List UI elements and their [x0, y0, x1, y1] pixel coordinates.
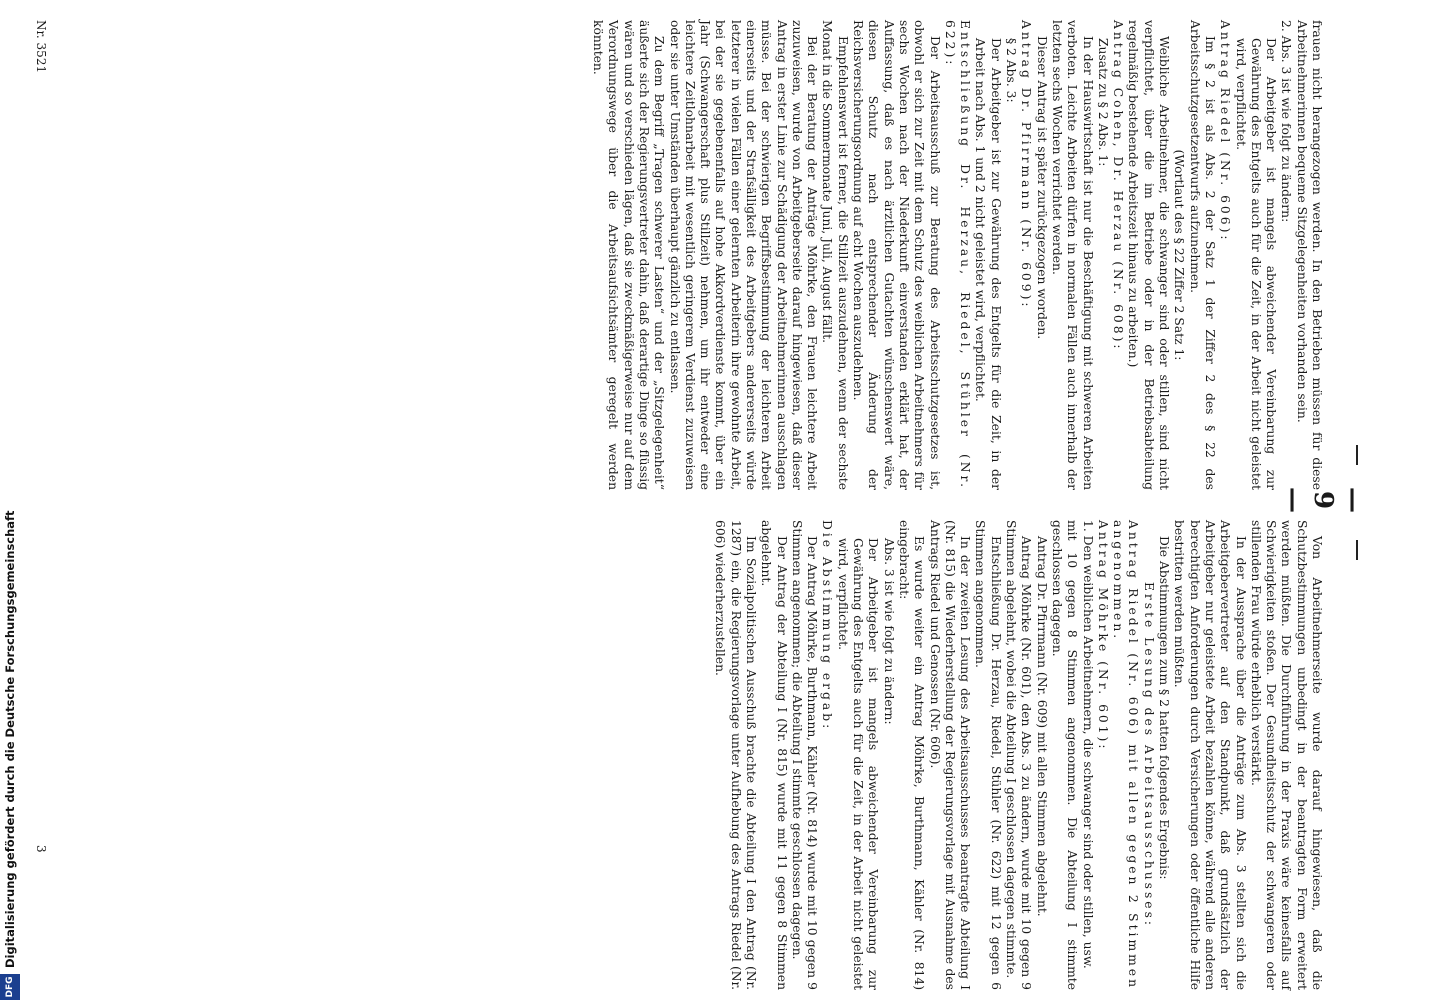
paragraph: frauen nicht herangezogen werden. In den Betrieben müssen für diese Arbeitnehmerinnen bequeme Sitzgelegenheiten vorhanden sein.: [1294, 20, 1324, 490]
paragraph: Der Antrag der Abteilung I (Nr. 815) wurde mit 11 gegen 8 Stimmen abgelehnt.: [759, 520, 789, 990]
left-column: [590, 20, 1324, 490]
paragraph: Weibliche Arbeitnehmer, die schwanger sind oder stillen, sind nicht verpflichtet, über die im Betriebe oder in der Betriebsabteilung regelmäßig bestehende Arbeitszeit hinaus zu arbeiten.): [1126, 20, 1172, 490]
paragraph: mit 10 gegen 8 Stimmen angenommen. Die Abteilung I stimmte geschlossen dagegen.: [1049, 520, 1080, 990]
motion-heading: Antrag Riedel (Nr. 606):: [1218, 20, 1233, 243]
motion-heading: Antrag Möhrke (Nr. 601):: [1095, 520, 1110, 752]
right-column: [712, 520, 1324, 990]
paragraph: Entschließung Dr. Herzau, Riedel, Stühler (Nr. 622) mit 12 gegen 6 Stimmen angenommen.: [973, 520, 1003, 990]
paragraph: Zusatz zu § 2 Abs. 1:: [1095, 38, 1110, 167]
page-number: — 9 —: [1278, 487, 1368, 513]
paragraph: Antrag Dr. Pfirrmann (Nr. 609) mit allen Stimmen abgelehnt.: [1034, 536, 1049, 917]
paragraph: In der zweiten Lesung des Arbeitsausschusses beantragte Abteilung I (Nr. 815) die Wiederherstellung der Regierungsvorlage mit Ausnahme des Antrags Riedel und Genossen (Nr. 606).: [927, 520, 973, 990]
paragraph: 1. Den weiblichen Arbeitnehmern, die schwanger sind oder stillen, usw.: [1080, 520, 1095, 969]
motion-heading: Antrag Dr. Pfirrmann (Nr. 609):: [1019, 20, 1034, 310]
paragraph: Von Arbeitnehmerseite wurde darauf hingewiesen, daß die Schutzbestimmungen unbedingt in der beantragten Form erweitert werden müßten. Die Durchführung in der Praxis wäre keinesfalls auf Schwierigkeiten stoßen. Der Gesundheitsschutz der schwangeren oder stillenden Frau würde erheblich verstärkt.: [1248, 520, 1324, 990]
section-heading: Die Abstimmung ergab:: [820, 520, 835, 732]
resolution-heading: Entschließung Dr. Herzau, Riedel, Stühler (Nr. 622):: [942, 20, 973, 490]
paragraph: § 2 Abs. 3:: [1004, 38, 1019, 103]
paragraph: Bei der Beratung der Anträge Möhrke, den Frauen leichtere Arbeit zuzuweisen, wurde von Arbeitgeberseite darauf hingewiesen, daß dieser Antrag in erster Linie zur Schädigung der Arbeitnehmerinnen ausschlagen müsse. Bei der schwierigen Begriffsbestimmung der leichteren Arbeit einerseits und der Strafsälligkeit des Arbeitgebers andererseits würde letzterer in vielen Fällen einer gelernten Arbeiterin ihre gewohnte Arbeit, bei der sie gegebenenfalls auf hohe Akkordverdienste kommt, über ein Jahr (Schwangerschaft plus Stillzeit) nehmen, um ihr entweder eine leichtere Zeitlohnarbeit mit wesentlich geringerem Verdienst zuzuweisen oder sie unter Umständen überhaupt gänzlich zu entlassen.: [667, 20, 820, 490]
paragraph: Die Abstimmungen zum § 2 hatten folgendes Ergebnis:: [1157, 536, 1172, 880]
document-number: Nr. 3521: [34, 20, 48, 74]
paragraph: Der Arbeitgeber ist zur Gewährung des Entgelts für die Zeit, in der Arbeit nach Abs. 1 und 2 nicht geleistet wird, verpflichtet.: [973, 38, 1003, 490]
motion-heading: Antrag Cohen, Dr. Herzau (Nr. 608):: [1111, 20, 1126, 352]
watermark-text-strip: [0, 0, 20, 1000]
paragraph: Empfehlenswert ist ferner, die Stillzeit auszudehnen, wenn der sechste Monat in die Sommermonate Juni, Juli, August fällt.: [820, 20, 850, 490]
paragraph: In der Aussprache über die Anträge zum Abs. 3 stellten sich die Arbeitgebervertreter auf den Standpunkt, daß grundsätzlich der Arbeitgeber nur geleistete Arbeit bezahlen könne, während alle anderen berechtigten Anforderungen durch Versicherungen oder öffentliche Hilfe bestritten werden müßten.: [1172, 520, 1248, 990]
watermark-text: Digitalisierung gefördert durch die Deutsche Forschungsgemeinschaft: [3, 510, 17, 968]
sheet-number: 3: [34, 845, 48, 853]
paragraph: Im Sozialpolitischen Ausschuß brachte die Abteilung I den Antrag (Nr. 1287) ein, die Regierungsvorlage unter Aufhebung des Antrags Riedel (Nr. 606) wiederherzustellen.: [713, 520, 759, 990]
paragraph: Der Arbeitgeber ist mangels abweichender Vereinbarung zur Gewährung des Entgelts auch für die Zeit, in der Arbeit nicht geleistet wird, verpflichtet.: [835, 538, 881, 990]
paragraph: Zu dem Begriff „Tragen schwerer Lasten“ und der „Sitzgelegenheit“ äußerte sich der Regierungsvertreter dahin, daß derartige Dinge so flüssig wären und so verschieden lägen, daß sie zweckmäßigerweise nur auf dem Verordnungswege über die Arbeitsaufsichtsämter geregelt werden könnten.: [591, 20, 667, 490]
paragraph: Der Arbeitgeber ist mangels abweichender Vereinbarung zur Gewährung des Entgelts auch für die Zeit, in der Arbeit nicht geleistet wird, verpflichtet.: [1233, 38, 1279, 490]
paragraph: Antrag Riedel (Nr. 606) mit allen gegen 2 Stimmen angenommen.: [1111, 520, 1141, 990]
digitization-watermark: [0, 0, 20, 1000]
paragraph: 2. Abs. 3 ist wie folgt zu ändern:: [1279, 20, 1294, 223]
section-heading: Erste Lesung des Arbeitsausschusses:: [1141, 581, 1156, 929]
paragraph: Abs. 3 ist wie folgt zu ändern:: [881, 538, 896, 725]
header-dash-left: [1356, 445, 1358, 465]
paragraph: Der Antrag Möhrke, Burthmann, Kähler (Nr. 814) wurde mit 10 gegen 9 Stimmen angenommen; die Abteilung I stimmte geschlossen dagegen.: [789, 520, 820, 990]
paragraph: In der Hauswirtschaft ist nur die Beschäftigung mit schweren Arbeiten verboten. Leichte Arbeiten dürfen in normalen Fällen auch innerhalb der letzten sechs Wochen verrichtet werden.: [1049, 20, 1095, 490]
header-dash-right: [1356, 540, 1358, 560]
paragraph: Im § 2 ist als Abs. 2 der Satz 1 der Ziffer 2 des § 22 des Arbeitsschutzgesetzentwurfs aufzunehmen.: [1187, 20, 1217, 490]
paragraph: Dieser Antrag ist später zurückgezogen worden.: [1034, 36, 1049, 340]
dfg-logo-icon: DFG: [0, 974, 20, 1000]
paragraph: Antrag Möhrke (Nr. 601), den Abs. 3 zu ändern, wurde mit 10 gegen 9 Stimmen abgelehnt, wobei die Abteilung I geschlossen dagegen stimmte.: [1004, 520, 1034, 990]
paragraph: Der Arbeitsausschuß zur Beratung des Arbeitsschutzgesetzes ist, obwohl er sich zur Zeit mit dem Schutz des weiblichen Arbeitnehmers für sechs Wochen nach der Niederkunft einverstanden erklärt hat, der Auffassung, daß es nach ärztlichen Gutachten wünschenswert wäre, diesen Schutz nach entsprechender Änderung der Reichsversicherungsordnung auf acht Wochen auszudehnen.: [851, 20, 942, 490]
paragraph: (Wortlaut des § 22 Ziffer 2 Satz 1:: [1172, 149, 1187, 361]
paragraph: Es wurde weiter ein Antrag Möhrke, Burthmann, Kähler (Nr. 814) eingebracht:: [896, 520, 927, 990]
